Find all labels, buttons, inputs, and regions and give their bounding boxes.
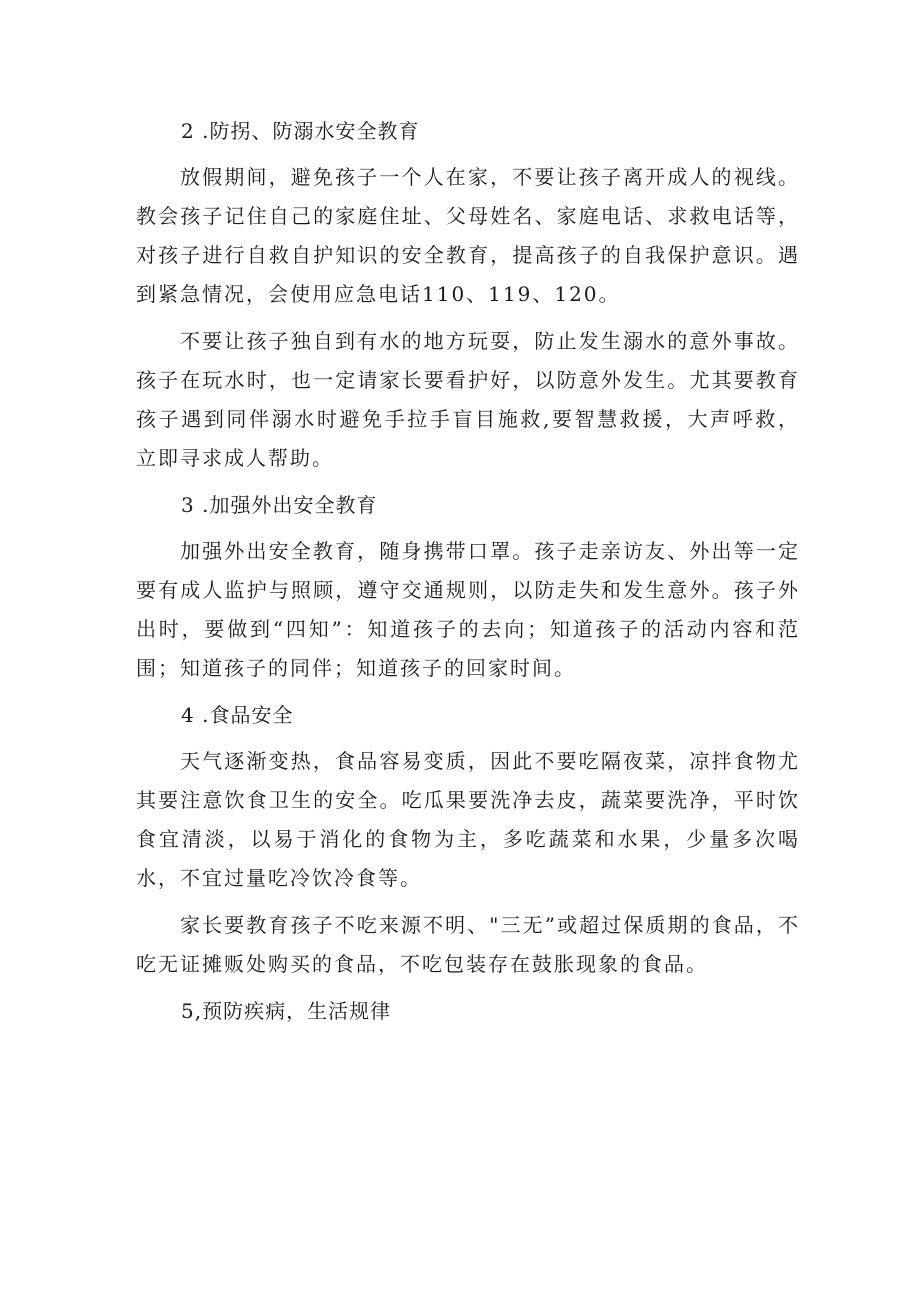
heading-5: 5,预防疾病，生活规律 (181, 999, 392, 1023)
para-drowning: 不要让孩子独自到有水的地方玩耍，防止发生溺水的意外事故。孩子在玩水时，也一定请家长要看护好，以防意外发生。尤其要教育孩子遇到同伴溺水时避免手拉手盲目施救,要智慧救援，大声呼救，立即寻求成人帮助。 (136, 329, 800, 470)
para-outing: 加强外出安全教育，随身携带口罩。孩子走亲访友、外出等一定要有成人监护与照顾，遵守交通规则，以防走失和发生意外。孩子外出时，要做到“四知”：知道孩子的去向；知道孩子的活动内容和范围；知道孩子的同伴；知道孩子的回家时间。 (136, 539, 800, 680)
heading-3: 3 .加强外出安全教育 (181, 493, 378, 517)
para-food-hygiene: 天气逐渐变热，食品容易变质，因此不要吃隔夜菜，凉拌食物尤其要注意饮食卫生的安全。吃瓜果要洗净去皮，蔬菜要洗净，平时饮食宜清淡，以易于消化的食物为主，多吃蔬菜和水果，少量多次喝水，不宜过量吃冷饮冷食等。 (136, 749, 800, 890)
para-home-safety: 放假期间，避免孩子一个人在家，不要让孩子离开成人的视线。教会孩子记住自己的家庭住址、父母姓名、家庭电话、求救电话等，对孩子进行自救自护知识的安全教育，提高孩子的自我保护意识。遇到紧急情况，会使用应急电话110、119、120。 (136, 165, 800, 306)
para-food-source: 家长要教育孩子不吃来源不明、"三无”或超过保质期的食品，不吃无证摊贩处购买的食品，不吃包装存在鼓胀现象的食品。 (136, 913, 800, 976)
heading-4: 4 .食品安全 (181, 703, 294, 727)
heading-2: 2 .防拐、防溺水安全教育 (181, 119, 420, 143)
document-body (136, 112, 800, 1038)
